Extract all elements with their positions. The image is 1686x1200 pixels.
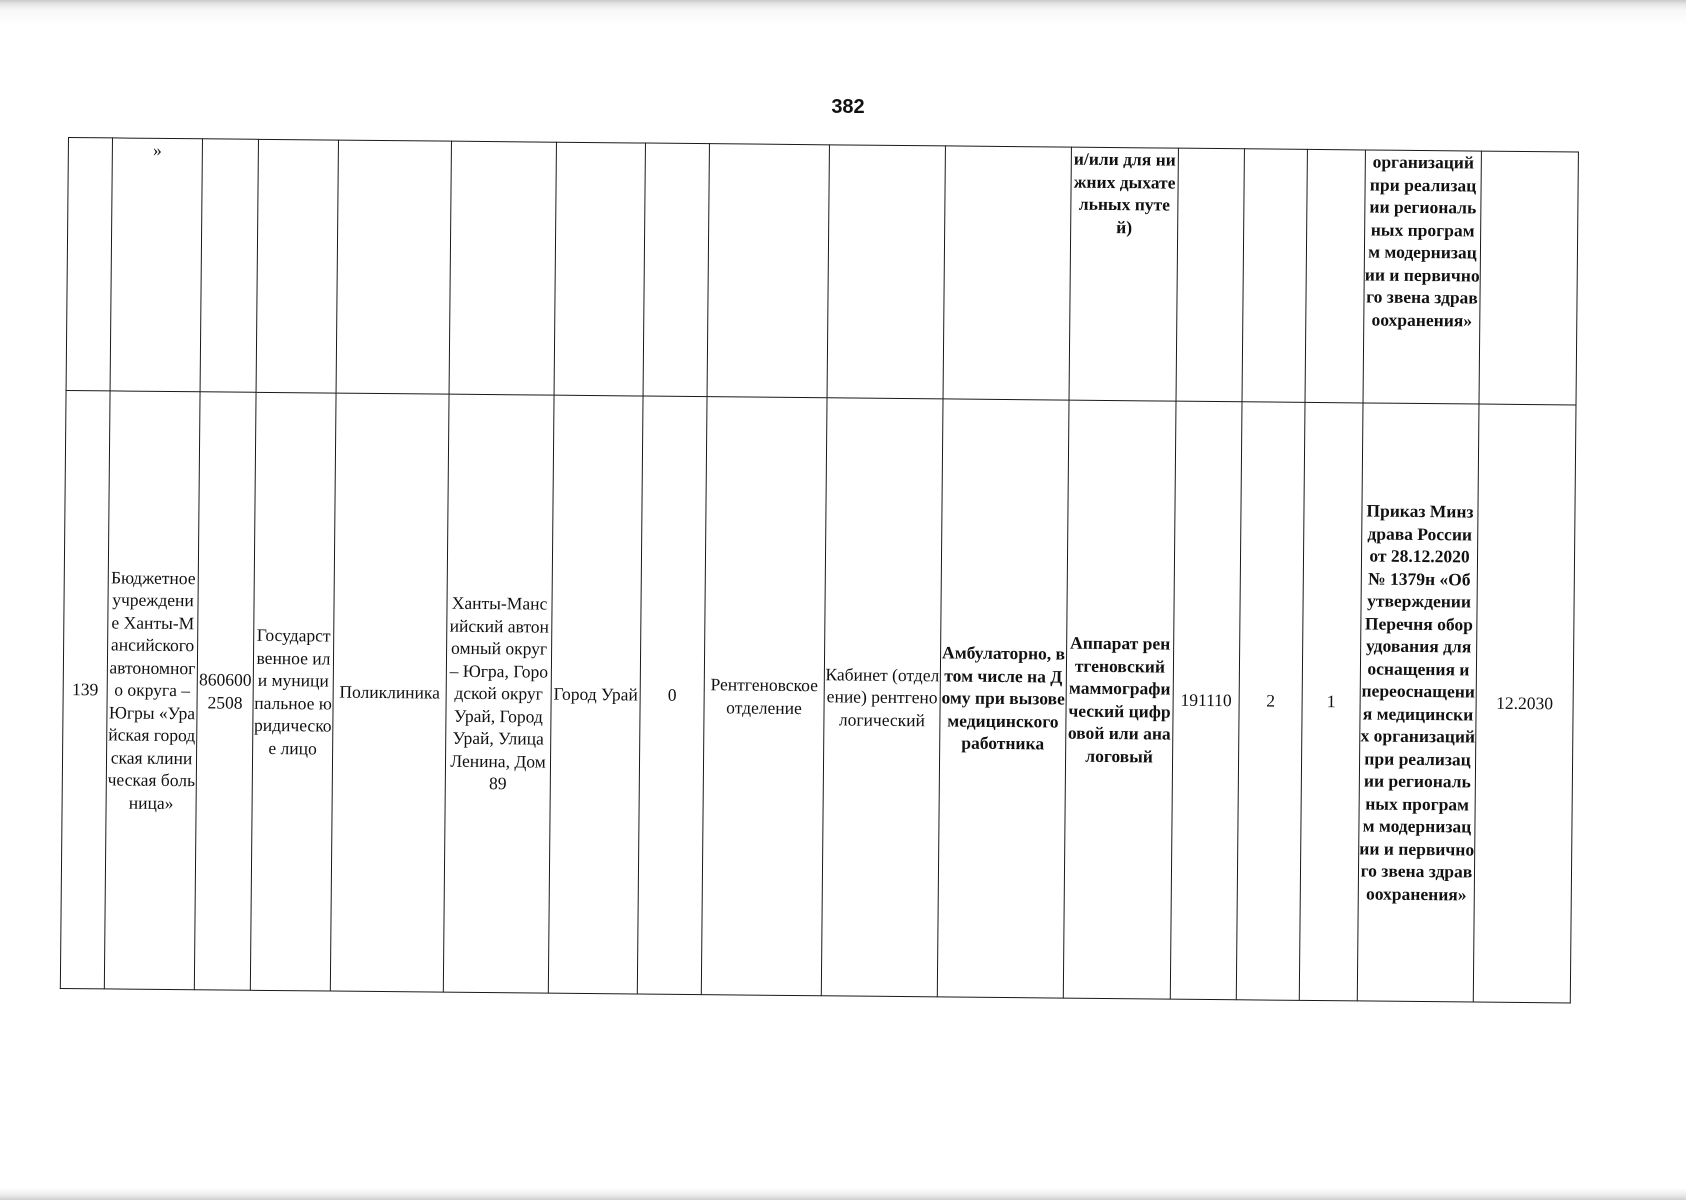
cell-qty-b: 1 bbox=[1299, 402, 1363, 1001]
cell-zero bbox=[643, 143, 709, 397]
cell-date bbox=[1479, 151, 1578, 405]
cell-locality bbox=[554, 142, 645, 396]
cell-legal-form: Государственное или муниципальное юридическое лицо bbox=[250, 392, 336, 991]
scan-edge-top bbox=[0, 0, 1686, 26]
cell-locality: Город Урай bbox=[548, 395, 643, 994]
cell-care-conditions bbox=[943, 146, 1071, 400]
cell-department: Рентгеновское отделение bbox=[701, 397, 827, 996]
cell-inn bbox=[200, 139, 258, 393]
cell-room: Кабинет (отделение) рентгенологический bbox=[821, 398, 943, 997]
cell-department bbox=[707, 144, 829, 398]
cell-equipment: Аппарат рентгеновский маммографический цифровой или аналоговый bbox=[1063, 400, 1176, 999]
cell-address: Ханты-Мансийский автономный округ – Югра, Городской округ Урай, Город Урай, Улица Ленина, Дом 89 bbox=[443, 394, 554, 993]
cell-room bbox=[827, 145, 945, 399]
cell-qty-a: 2 bbox=[1236, 402, 1305, 1001]
cell-organization: » bbox=[110, 138, 202, 392]
cell-legal-form bbox=[256, 139, 338, 393]
cell-facility-type bbox=[336, 140, 451, 394]
cell-qty-b bbox=[1305, 149, 1365, 403]
cell-zero: 0 bbox=[637, 396, 707, 995]
scan-edge-bottom bbox=[0, 1188, 1686, 1200]
cell-number: 139 bbox=[60, 390, 110, 988]
cell-equipment: и/или для нижних дыхательных путей) bbox=[1069, 147, 1178, 401]
cell-basis: организаций при реализации региональных программ модернизации и первичного звена здравоохранения» bbox=[1363, 150, 1481, 404]
cell-date: 12.2030 bbox=[1473, 404, 1576, 1003]
cell-number bbox=[66, 138, 112, 391]
table-row-139 bbox=[60, 390, 1576, 1002]
cell-organization: Бюджетное учреждение Ханты-Мансийского автономного округа – Югры «Урайская городская клиническая больница» bbox=[104, 391, 200, 990]
cell-facility-type: Поликлиника bbox=[330, 393, 449, 992]
cell-care-conditions: Амбулаторно, в том числе на Дому при вызове медицинского работника bbox=[937, 399, 1069, 998]
cell-code bbox=[1176, 148, 1244, 402]
cell-qty-a bbox=[1242, 149, 1307, 403]
table-row-continued bbox=[66, 138, 1578, 405]
page-number: 382 bbox=[831, 96, 865, 118]
cell-inn: 8606002508 bbox=[194, 392, 256, 991]
cell-address bbox=[449, 141, 556, 395]
cell-basis: Приказ Минздрава России от 28.12.2020 № 1379н «Об утверждении Перечня оборудования для оснащения и переоснащения медицинских организаций при реализации региональных программ модернизации и первичного звена здравоохранения» bbox=[1357, 403, 1479, 1002]
cell-code: 191110 bbox=[1170, 401, 1242, 1000]
data-table bbox=[60, 137, 1579, 1003]
